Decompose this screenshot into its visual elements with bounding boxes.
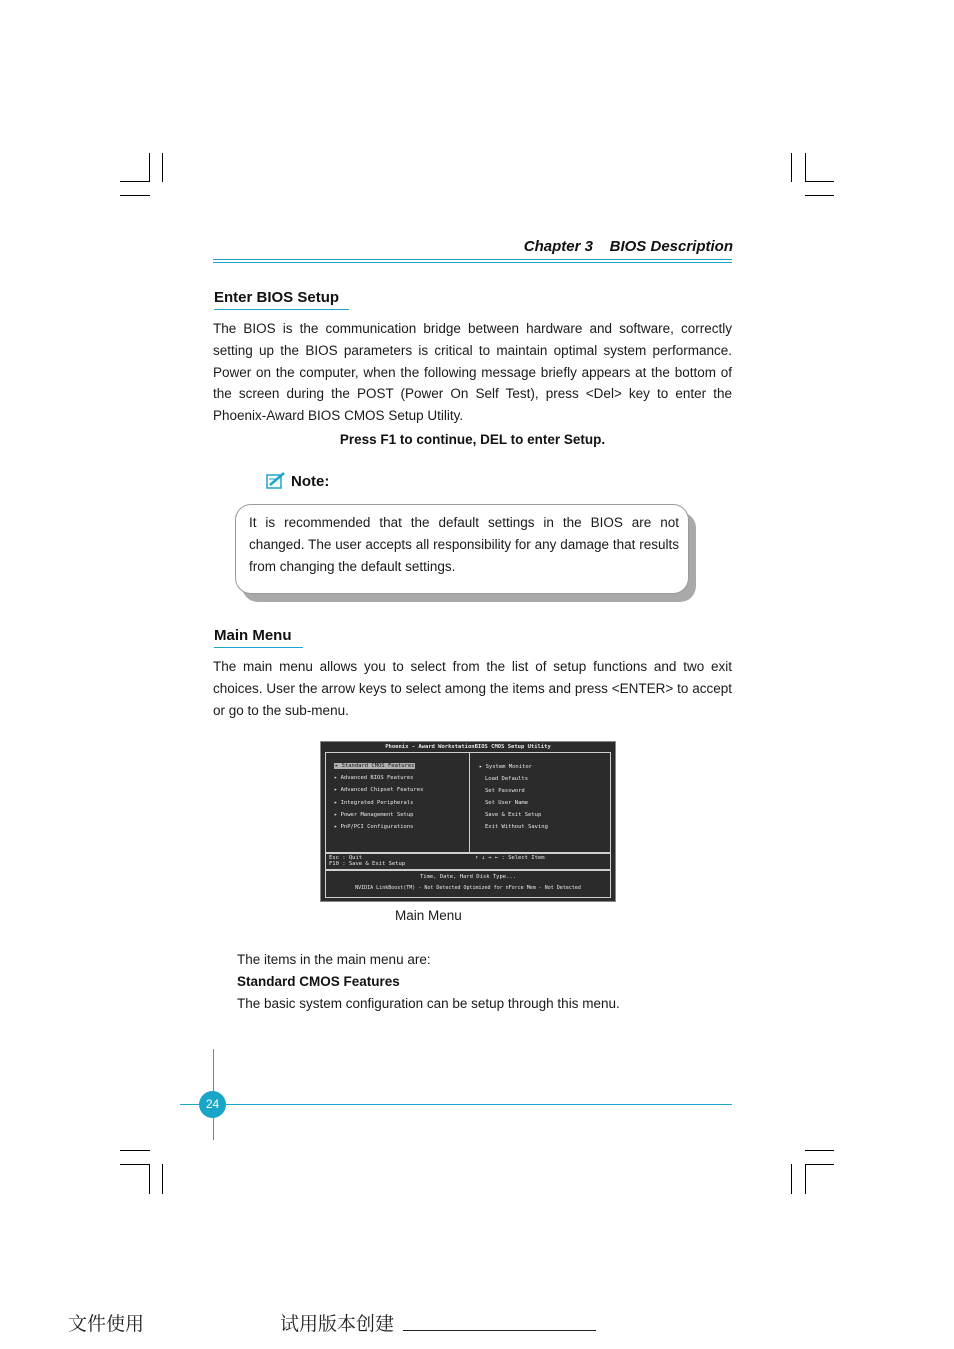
section-heading-main-menu: Main Menu	[214, 627, 292, 644]
bios-item-set-password: Set Password	[485, 788, 525, 794]
enter-bios-paragraph: The BIOS is the communication bridge between hardware and software, correctly setting up the BIOS parameters is critical to maintain optimal system performance. Power on the computer, when the following message briefly appears at the bottom of the screen during the POST (Power On Self Test), press <Del> key to enter the Phoenix-Award BIOS CMOS Setup Utility.	[213, 321, 732, 424]
bios-item-label: Standard CMOS Features	[341, 763, 415, 769]
bios-item-system-monitor: ▸ System Monitor	[479, 764, 532, 770]
crop-mark	[805, 1164, 806, 1194]
crop-mark	[805, 1164, 834, 1165]
chapter-label: Chapter 3	[523, 238, 593, 255]
items-intro: The items in the main menu are:	[237, 952, 431, 967]
bios-main-menu-screenshot	[320, 741, 616, 902]
bios-item-power-management: ▸ Power Management Setup	[334, 812, 414, 818]
crop-mark	[120, 1164, 150, 1165]
bios-item-label: System Monitor	[485, 764, 532, 770]
crop-mark	[162, 153, 163, 182]
bottom-text-left: 文件使用	[68, 1313, 145, 1335]
bios-item-standard-cmos: ▸ Standard CMOS Features	[335, 763, 415, 769]
crop-mark	[120, 195, 150, 196]
figure-caption: Main Menu	[395, 908, 462, 923]
crop-mark	[805, 153, 806, 182]
note-label: Note:	[291, 473, 330, 490]
crop-mark	[149, 153, 150, 182]
std-cmos-text: The basic system configuration can be setup through this menu.	[237, 996, 620, 1011]
bios-key-quit: Esc : Quit	[329, 855, 363, 861]
chapter-title: BIOS Description	[609, 238, 733, 255]
crop-mark	[120, 181, 150, 182]
bios-item-label: Integrated Peripherals	[340, 800, 414, 806]
bios-item-label: Advanced Chipset Features	[340, 787, 424, 793]
bios-item-advanced-bios: ▸ Advanced BIOS Features	[334, 775, 414, 781]
bios-item-set-user-name: Set User Name	[485, 800, 529, 806]
bios-item-pnp-pci: ▸ PnP/PCI Configurations	[334, 824, 414, 830]
footer-rule	[180, 1104, 732, 1105]
crop-mark	[805, 195, 834, 196]
header-rule	[213, 259, 732, 260]
bios-item-advanced-chipset: ▸ Advanced Chipset Features	[334, 787, 424, 793]
bottom-text-right: 试用版本创建	[280, 1313, 395, 1335]
page-number: 24	[205, 1097, 220, 1111]
post-message: Press F1 to continue, DEL to enter Setup.	[339, 432, 606, 447]
bios-status-line: NVIDIA LinkBoost(TM) - Not Detected Optimized for nForce Mem - Not Detected	[355, 885, 581, 891]
crop-mark	[791, 153, 792, 182]
note-pencil-icon	[266, 472, 286, 489]
bios-item-save-exit: Save & Exit Setup	[485, 812, 542, 818]
bios-item-exit-without-saving: Exit Without Saving	[485, 824, 548, 830]
crop-mark	[162, 1164, 163, 1194]
header-rule	[213, 262, 732, 263]
crop-mark	[149, 1164, 150, 1194]
bios-item-integrated-peripherals: ▸ Integrated Peripherals	[334, 800, 414, 806]
bios-item-label: PnP/PCI Configurations	[340, 824, 414, 830]
bios-title: Phoenix - Award WorkstationBIOS CMOS Setup Utility	[385, 744, 551, 750]
crop-mark	[805, 181, 834, 182]
bios-key-select: ↑ ↓ → ← : Select Item	[475, 855, 545, 861]
bios-item-load-defaults: Load Defaults	[485, 776, 529, 782]
main-menu-paragraph: The main menu allows you to select from the list of setup functions and two exit choices. User the arrow keys to select among the items and press <ENTER> to accept or go to the sub-menu.	[213, 659, 732, 718]
bios-divider	[469, 753, 470, 853]
bios-item-label: Advanced BIOS Features	[340, 775, 414, 781]
signature-line	[403, 1330, 596, 1331]
chapter-header	[440, 238, 733, 255]
bios-key-save: F10 : Save & Exit Setup	[329, 861, 406, 867]
bios-item-label: Power Management Setup	[340, 812, 414, 818]
std-cmos-heading: Standard CMOS Features	[237, 974, 400, 989]
heading-underline	[214, 309, 349, 310]
heading-underline	[214, 647, 303, 648]
section-heading-enter-bios: Enter BIOS Setup	[214, 289, 340, 306]
crop-mark	[120, 1150, 150, 1151]
bios-help-line: Time, Date, Hard Disk Type...	[419, 874, 517, 880]
note-text: It is recommended that the default settings in the BIOS are not changed. The user accepts all responsibility for any damage that results from changing the default settings.	[249, 515, 679, 574]
crop-mark	[791, 1164, 792, 1194]
crop-mark	[805, 1150, 834, 1151]
